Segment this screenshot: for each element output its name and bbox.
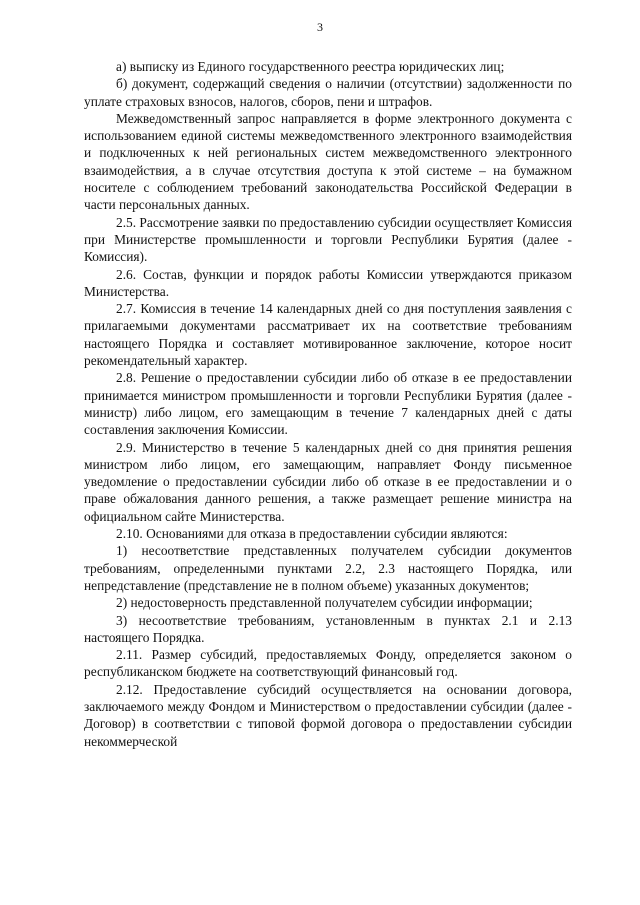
- paragraph-interagency-request: Межведомственный запрос направляется в форме электронного документа с использованием единой системы межведомственного электронного взаимодействия и подключенных к ней региональных систем межведомственного электронного взаимодействия, а в случае отсутствия доступа к этой системе – на бумажном носителе с соблюдением требований законодательства Российской Федерации в части персональных данных.: [84, 110, 572, 213]
- paragraph-item-b: б) документ, содержащий сведения о наличии (отсутствии) задолженности по уплате страховых взносов, налогов, сборов, пени и штрафов.: [84, 76, 572, 109]
- paragraph-2-10: 2.10. Основаниями для отказа в предоставлении субсидии являются:: [116, 526, 508, 542]
- paragraph-2-7: 2.7. Комиссия в течение 14 календарных дней со дня поступления заявления с прилагаемыми документами рассматривает их на соответствие требованиям настоящего Порядка и составляет мотивированное заключение, которое носит рекомендательный характер.: [84, 301, 572, 369]
- paragraph-2-8: 2.8. Решение о предоставлении субсидии либо об отказе в ее предоставлении принимается министром промышленности и торговли Республики Бурятия (далее - министр) либо лицом, его замещающим в течение 7 календарных дней с даты составления заключения Комиссии.: [84, 370, 572, 438]
- paragraph-2-6: 2.6. Состав, функции и порядок работы Комиссии утверждаются приказом Министерства.: [84, 266, 572, 299]
- paragraph-2-9: 2.9. Министерство в течение 5 календарных дней со дня принятия решения министром либо лицом, его замещающим, направляет Фонду письменное уведомление о предоставлении субсидии либо об отказе в ее предоставлении и о праве обжалования данного решения, а также размещает решение министра на официальном сайте Министерства.: [84, 439, 572, 524]
- page-number: 3: [317, 20, 323, 34]
- paragraph-2-11: 2.11. Размер субсидий, предоставляемых Фонду, определяется законом о республиканском бюджете на соответствующий финансовый год.: [84, 647, 572, 680]
- paragraph-2-5: 2.5. Рассмотрение заявки по предоставлению субсидии осуществляет Комиссия при Министерстве промышленности и торговли Республики Бурятия (далее - Комиссия).: [84, 214, 573, 265]
- paragraph-item-a: а) выписку из Единого государственного реестра юридических лиц;: [116, 59, 505, 74]
- paragraph-2-10-item-1: 1) несоответствие представленных получателем субсидии документов требованиям, определенными пунктами 2.2, 2.3 настоящего Порядка, или непредставление (представление не в полном объеме) указанных документов;: [84, 543, 572, 593]
- paragraph-2-12: 2.12. Предоставление субсидий осуществляется на основании договора, заключаемого между Фондом и Министерством о предоставлении субсидии (далее - Договор) в соответствии с типовой формой договора о предоставлении субсидии некоммерческой: [84, 681, 572, 749]
- document-body: [84, 58, 572, 750]
- paragraph-2-10-item-2: 2) недостоверность представленной получателем субсидии информации;: [116, 595, 533, 611]
- paragraph-2-10-item-3: 3) несоответствие требованиям, установленным в пунктах 2.1 и 2.13 настоящего Порядка.: [84, 612, 572, 645]
